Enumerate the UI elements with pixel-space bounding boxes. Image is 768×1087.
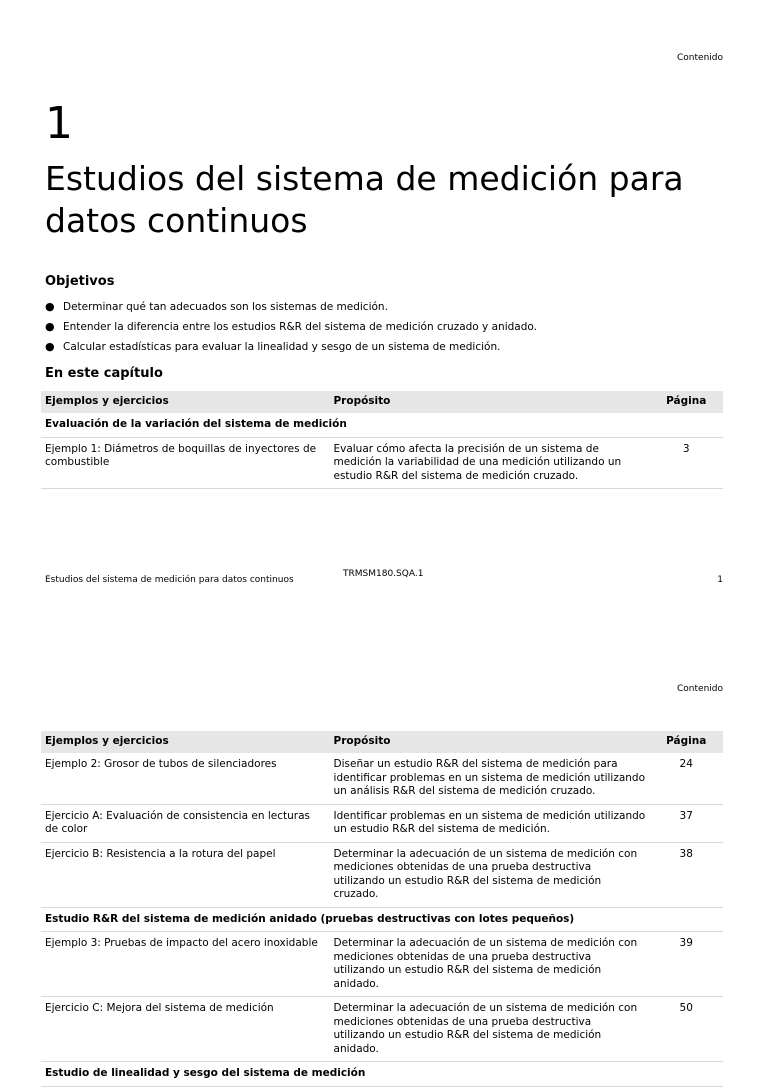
bullet-icon: ●	[45, 300, 55, 313]
column-header-examples: Ejemplos y ejercicios	[41, 731, 330, 753]
page-number-cell: 50	[649, 997, 723, 1062]
purpose-cell: Determinar la adecuación de un sistema de medición con mediciones obtenidas de una prueba destructiva utilizando un estudio R&R del sistema de medición anidado.	[330, 997, 650, 1062]
purpose-cell: Determinar la adecuación de un sistema de medición con mediciones obtenidas de una prueba destructiva utilizando un estudio R&R del sistema de medición anidado.	[330, 932, 650, 997]
example-cell: Ejercicio B: Resistencia a la rotura del papel	[41, 842, 330, 907]
page-number-cell: 39	[649, 932, 723, 997]
column-header-examples: Ejemplos y ejercicios	[41, 391, 329, 413]
objectives-list	[45, 297, 725, 357]
example-cell: Ejercicio C: Mejora del sistema de medición	[41, 997, 330, 1062]
page-number-cell: 37	[649, 804, 723, 842]
purpose-cell: Evaluar cómo afecta la precisión de un sistema de medición la variabilidad de una medición utilizando un estudio R&R del sistema de medición cruzado.	[329, 437, 649, 489]
bullet-icon: ●	[45, 340, 55, 353]
objective-item	[45, 337, 725, 357]
table-header-row	[41, 731, 723, 753]
table-section-row	[41, 413, 723, 437]
example-cell: Ejemplo 2: Grosor de tubos de silenciadores	[41, 753, 330, 804]
objectives-heading: Objetivos	[45, 274, 115, 289]
chapter-number: 1	[45, 98, 73, 149]
footer-code: TRMSM180.SQA.1	[343, 569, 424, 579]
table-section-row	[41, 907, 723, 932]
chapter-title: Estudios del sistema de medición para datos continuos	[45, 159, 684, 240]
purpose-cell: Diseñar un estudio R&R del sistema de medición para identificar problemas en un sistema de medición utilizando un análisis R&R del sistema de medición cruzado.	[330, 753, 650, 804]
running-header: Contenido	[677, 53, 723, 63]
table-header-row	[41, 391, 723, 413]
table-row	[41, 804, 723, 842]
document-page-2	[0, 620, 768, 1079]
example-cell: Ejercicio A: Evaluación de consistencia en lecturas de color	[41, 804, 330, 842]
table-row	[41, 842, 723, 907]
footer-page-number: 1	[717, 575, 723, 585]
example-cell: Ejemplo 3: Pruebas de impacto del acero inoxidable	[41, 932, 330, 997]
page-number-cell: 3	[649, 437, 723, 489]
table-row	[41, 753, 723, 804]
contents-table	[41, 391, 723, 489]
table-row	[41, 997, 723, 1062]
objective-text: Determinar qué tan adecuados son los sistemas de medición.	[63, 301, 388, 313]
section-title: Evaluación de la variación del sistema de medición	[41, 413, 723, 437]
objective-text: Calcular estadísticas para evaluar la linealidad y sesgo de un sistema de medición.	[63, 341, 501, 353]
section-title: Estudio de linealidad y sesgo del sistema de medición	[41, 1062, 723, 1087]
column-header-page: Página	[649, 391, 723, 413]
purpose-cell: Determinar la adecuación de un sistema de medición con mediciones obtenidas de una prueba destructiva utilizando un estudio R&R del sistema de medición cruzado.	[330, 842, 650, 907]
objective-item	[45, 317, 725, 337]
table-row	[41, 932, 723, 997]
purpose-cell: Identificar problemas en un sistema de medición utilizando un estudio R&R del sistema de medición.	[330, 804, 650, 842]
objective-item	[45, 297, 725, 317]
running-header: Contenido	[677, 684, 723, 694]
bullet-icon: ●	[45, 320, 55, 333]
objective-text: Entender la diferencia entre los estudios R&R del sistema de medición cruzado y anidado.	[63, 321, 537, 333]
section-title: Estudio R&R del sistema de medición anidado (pruebas destructivas con lotes pequeños)	[41, 907, 723, 932]
contents-table	[41, 731, 723, 1087]
page-number-cell: 38	[649, 842, 723, 907]
table-section-row	[41, 1062, 723, 1087]
page-number-cell: 24	[649, 753, 723, 804]
chapter-contents-heading: En este capítulo	[45, 366, 163, 381]
footer-title: Estudios del sistema de medición para datos continuos	[45, 575, 294, 585]
table-row	[41, 437, 723, 489]
example-cell: Ejemplo 1: Diámetros de boquillas de inyectores de combustible	[41, 437, 329, 489]
column-header-purpose: Propósito	[330, 731, 650, 753]
column-header-page: Página	[649, 731, 723, 753]
column-header-purpose: Propósito	[329, 391, 649, 413]
